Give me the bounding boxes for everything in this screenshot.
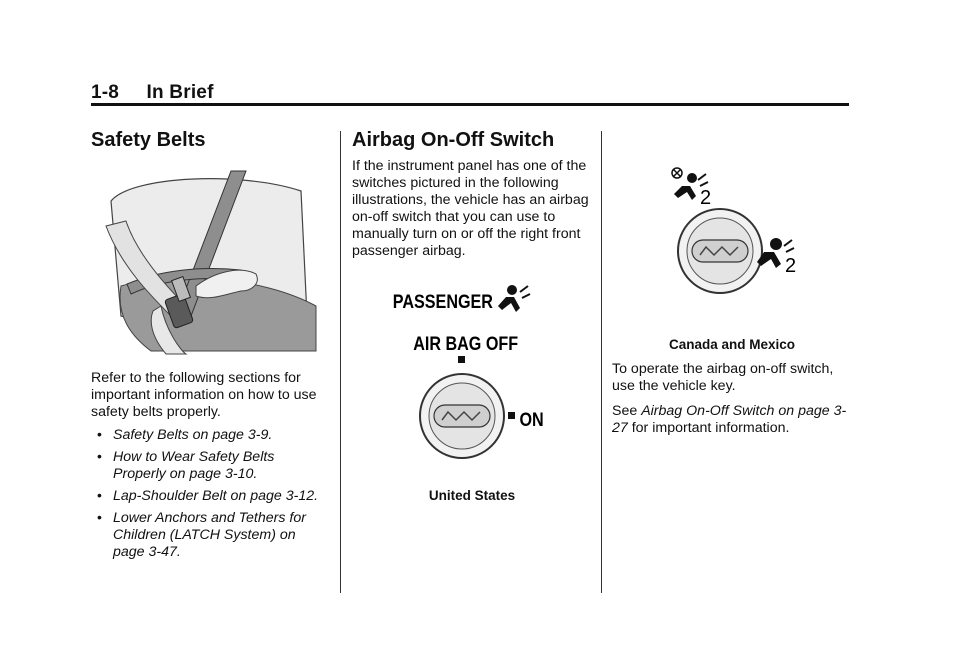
bullet-icon: •: [97, 426, 102, 442]
airbag-switch-heading: Airbag On-Off Switch: [352, 129, 555, 151]
column-divider: [601, 131, 602, 593]
safety-belts-intro: Refer to the following sections for important information on how to use safety belts properly.: [91, 370, 317, 420]
list-item[interactable]: • Lap-Shoulder Belt on page 3-12.: [97, 487, 319, 504]
safety-belts-heading: Safety Belts: [91, 129, 206, 151]
bullet-icon: •: [97, 509, 102, 525]
bullet-icon: •: [97, 448, 102, 464]
list-item[interactable]: • How to Wear Safety Belts Properly on page 3-10.: [97, 448, 275, 482]
see-reference: See Airbag On-Off Switch on page 3-27 for important information.: [612, 403, 847, 436]
airbag-off-label: AIR BAG OFF: [413, 332, 519, 355]
off-indicator: [458, 356, 465, 363]
seat-number-right: 2: [785, 255, 797, 277]
operate-text: To operate the airbag on-off switch, use the vehicle key.: [612, 361, 834, 394]
key-slot: [434, 405, 490, 427]
safety-belts-column: [91, 128, 331, 566]
airbag-switch-link[interactable]: Airbag On-Off Switch on page 3-27: [612, 403, 847, 436]
key-slot: [692, 240, 748, 262]
list-item[interactable]: • Safety Belts on page 3-9.: [97, 426, 273, 443]
canada-mexico-switch-illustration: [612, 136, 852, 326]
page-header: [91, 82, 214, 104]
passenger-icon: [498, 285, 530, 312]
bullet-icon: •: [97, 487, 102, 503]
on-label: ON: [519, 408, 544, 431]
list-item[interactable]: • Lower Anchors and Tethers for Children (LATCH System) on page 3-47.: [97, 509, 306, 560]
canada-mexico-column: [612, 128, 852, 437]
on-indicator: [508, 412, 515, 419]
page-number: 1-8: [91, 82, 120, 103]
passenger-label: PASSENGER: [392, 290, 493, 313]
airbag-switch-column: [352, 128, 592, 504]
safety-belt-illustration: [91, 166, 331, 358]
column-divider: [340, 131, 341, 593]
passenger-airbag-off-icon: [672, 168, 682, 178]
section-title: In Brief: [146, 82, 214, 103]
canada-mexico-caption: Canada and Mexico: [668, 337, 796, 352]
united-states-caption: United States: [428, 488, 516, 503]
safety-belts-references: [91, 427, 331, 561]
airbag-switch-intro: If the instrument panel has one of the switches pictured in the following illustrations, the vehicle has an airbag on-off switch that you can use to manually turn on or off the right front passenger airbag.: [352, 158, 589, 259]
header-rule: [91, 103, 849, 106]
united-states-switch-illustration: [352, 280, 592, 475]
seat-number-top: 2: [700, 187, 712, 209]
